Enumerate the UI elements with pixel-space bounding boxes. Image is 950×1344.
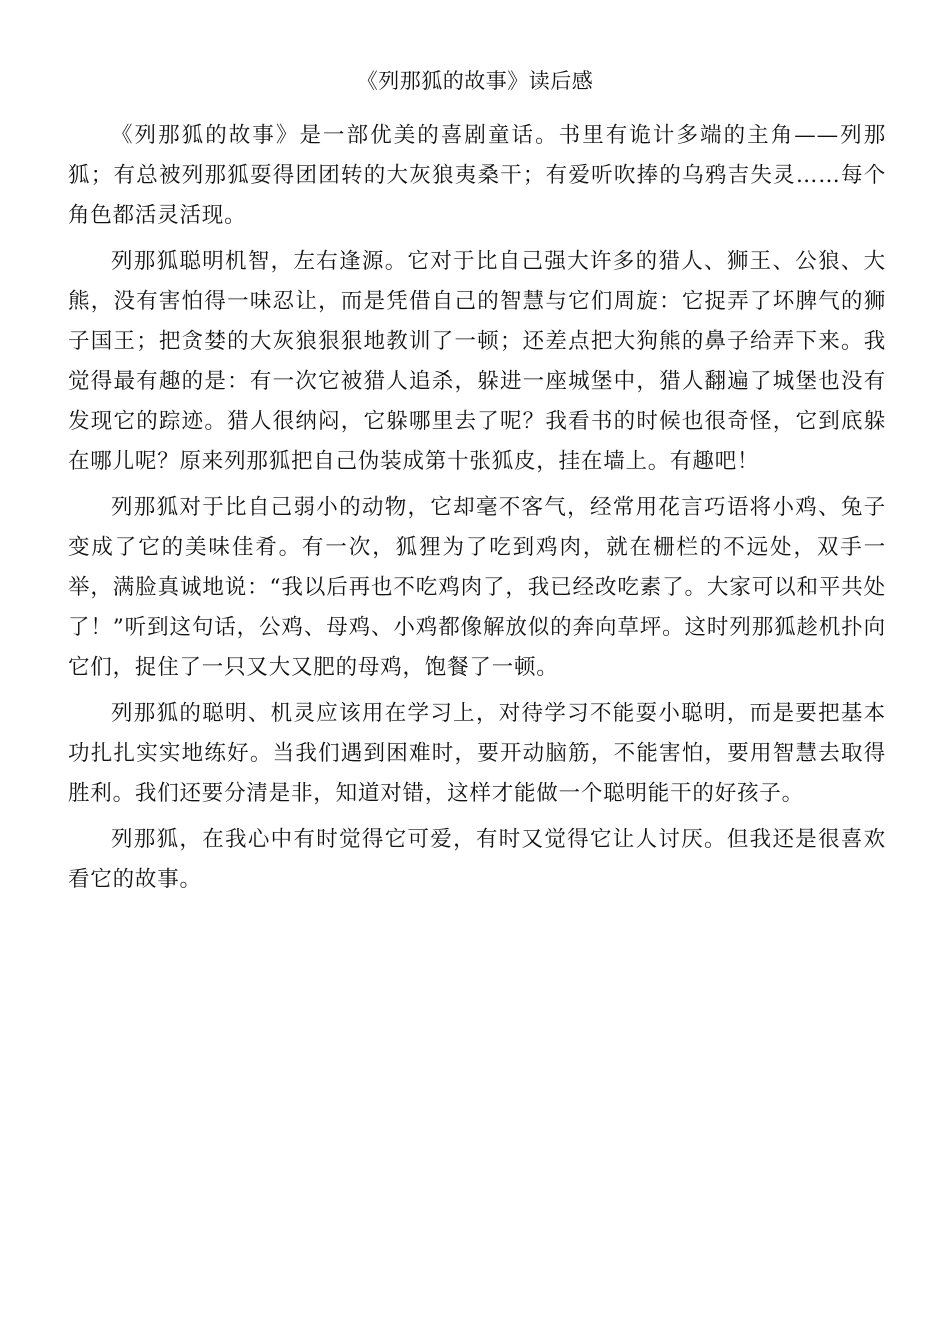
paragraph-4: 列那狐的聪明、机灵应该用在学习上，对待学习不能耍小聪明，而是要把基本功扎扎实实地练好。当我们遇到困难时，要开动脑筋，不能害怕，要用智慧去取得胜利。我们还要分清是非，知道对错，这样才能做一个聪明能干的好孩子。 — [68, 701, 886, 806]
paragraph-1: 《列那狐的故事》是一部优美的喜剧童话。书里有诡计多端的主角——列那狐；有总被列那狐耍得团团转的大灰狼夷桑干；有爱听吹捧的乌鸦吉失灵……每个角色都活灵活现。 — [68, 123, 886, 228]
document-title: 《列那狐的故事》读后感 — [356, 69, 594, 93]
paragraph-5: 列那狐，在我心中有时觉得它可爱，有时又觉得它让人讨厌。但我还是很喜欢看它的故事。 — [68, 827, 886, 892]
paragraph-3: 列那狐对于比自己弱小的动物，它却毫不客气，经常用花言巧语将小鸡、兔子变成了它的美味佳肴。有一次，狐狸为了吃到鸡肉，就在栅栏的不远处，双手一举，满脸真诚地说：“我以后再也不吃鸡肉了，我已经改吃素了。大家可以和平共处了！”听到这句话，公鸡、母鸡、小鸡都像解放似的奔向草坪。这时列那狐趁机扑向它们，捉住了一只又大又肥的母鸡，饱餐了一顿。 — [68, 495, 886, 680]
paragraph-2: 列那狐聪明机智，左右逢源。它对于比自己强大许多的猎人、狮王、公狼、大熊，没有害怕得一味忍让，而是凭借自己的智慧与它们周旋：它捉弄了坏脾气的狮子国王；把贪婪的大灰狼狠狠地教训了一顿；还差点把大狗熊的鼻子给弄下来。我觉得最有趣的是：有一次它被猎人追杀，躲进一座城堡中，猎人翻遍了城堡也没有发现它的踪迹。猎人很纳闷，它躲哪里去了呢？我看书的时候也很奇怪，它到底躲在哪儿呢？原来列那狐把自己伪装成第十张狐皮，挂在墙上。有趣吧！ — [68, 249, 886, 474]
document-body — [68, 116, 886, 906]
